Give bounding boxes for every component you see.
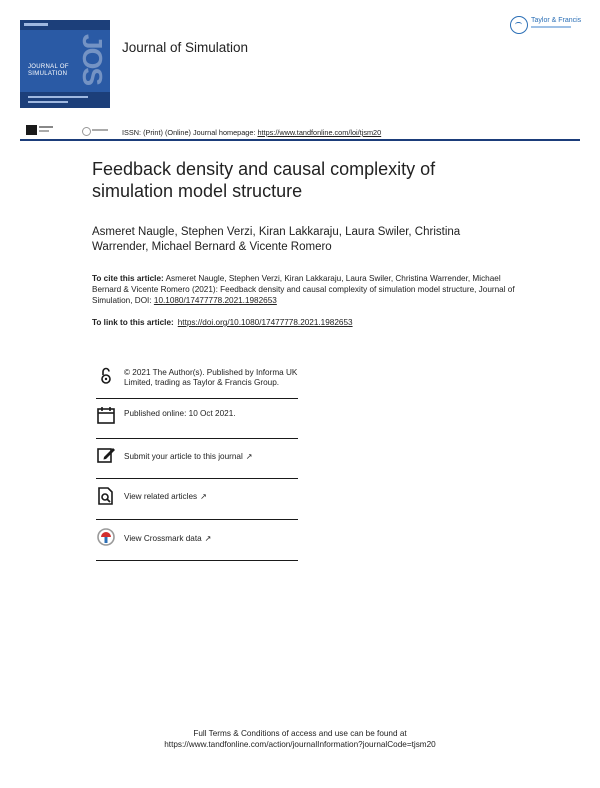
edit-icon (96, 445, 116, 465)
journal-homepage-link[interactable]: https://www.tandfonline.com/loi/tjsm20 (257, 128, 382, 137)
issn-label: ISSN: (Print) (Online) Journal homepage: (122, 128, 258, 137)
issn-homepage-line (122, 128, 381, 137)
journal-cover-image (20, 20, 110, 108)
info-divider (96, 398, 298, 399)
related-articles-link[interactable]: View related articles ↗ (124, 492, 207, 501)
article-doi-url[interactable]: https://doi.org/10.1080/17477778.2021.1982653 (177, 318, 353, 327)
external-link-icon: ↗ (245, 452, 253, 461)
published-row (96, 405, 298, 427)
doi-link[interactable]: 10.1080/17477778.2021.1982653 (153, 296, 277, 306)
publisher-name: Taylor & Francis (531, 17, 582, 24)
info-divider (96, 519, 298, 520)
header-divider (20, 139, 580, 141)
external-link-icon: ↗ (200, 492, 207, 501)
publisher-mark-icon (26, 125, 37, 135)
published-date: Published online: 10 Oct 2021. (124, 409, 236, 418)
citation-block (92, 273, 522, 307)
society-mark-icon (82, 127, 91, 136)
info-divider (96, 438, 298, 439)
journal-name: Journal of Simulation (122, 40, 249, 55)
terms-link[interactable]: https://www.tandfonline.com/action/journalInformation?journalCode=tjsm20 (164, 740, 436, 749)
crossmark-row[interactable] (96, 527, 298, 549)
license-row (96, 366, 298, 402)
partner-logos (26, 125, 116, 137)
terms-footer (0, 728, 600, 750)
cover-title: JOURNAL OF SIMULATION (28, 64, 69, 77)
submit-row[interactable] (96, 445, 298, 467)
publisher-logo-icon (510, 16, 528, 34)
cite-text: Asmeret Naugle, Stephen Verzi, Kiran Lakkaraju, Laura Swiler, Christina Warrender, Michael Bernard & Vicente Romero (2021): Feedback density and causal complexity of simulation model structure, Journal of Simulation, DOI: (92, 274, 515, 306)
open-access-icon (96, 366, 116, 386)
license-text: © 2021 The Author(s). Published by Informa UK Limited, trading as Taylor & Francis Group. (124, 368, 298, 387)
crossmark-icon (96, 527, 116, 547)
submit-article-link[interactable]: Submit your article to this journal ↗ (124, 452, 253, 461)
article-title: Feedback density and causal complexity of simulation model structure (92, 159, 436, 201)
taylor-francis-logo[interactable] (510, 16, 590, 38)
info-divider (96, 560, 298, 561)
link-label: To link to this article: (92, 318, 174, 327)
terms-text: Full Terms & Conditions of access and use can be found at (193, 729, 407, 738)
link-block (92, 318, 353, 327)
cover-letters: JOS (77, 34, 108, 85)
calendar-icon (96, 405, 116, 425)
related-row[interactable] (96, 486, 298, 508)
article-authors: Asmeret Naugle, Stephen Verzi, Kiran Lakkaraju, Laura Swiler, Christina Warrender, Michael Bernard & Vicente Romero (92, 226, 461, 253)
crossmark-link[interactable]: View Crossmark data ↗ (124, 534, 212, 543)
info-divider (96, 478, 298, 479)
external-link-icon: ↗ (204, 534, 212, 543)
cite-label: To cite this article: (92, 274, 164, 283)
related-articles-icon (96, 486, 116, 506)
